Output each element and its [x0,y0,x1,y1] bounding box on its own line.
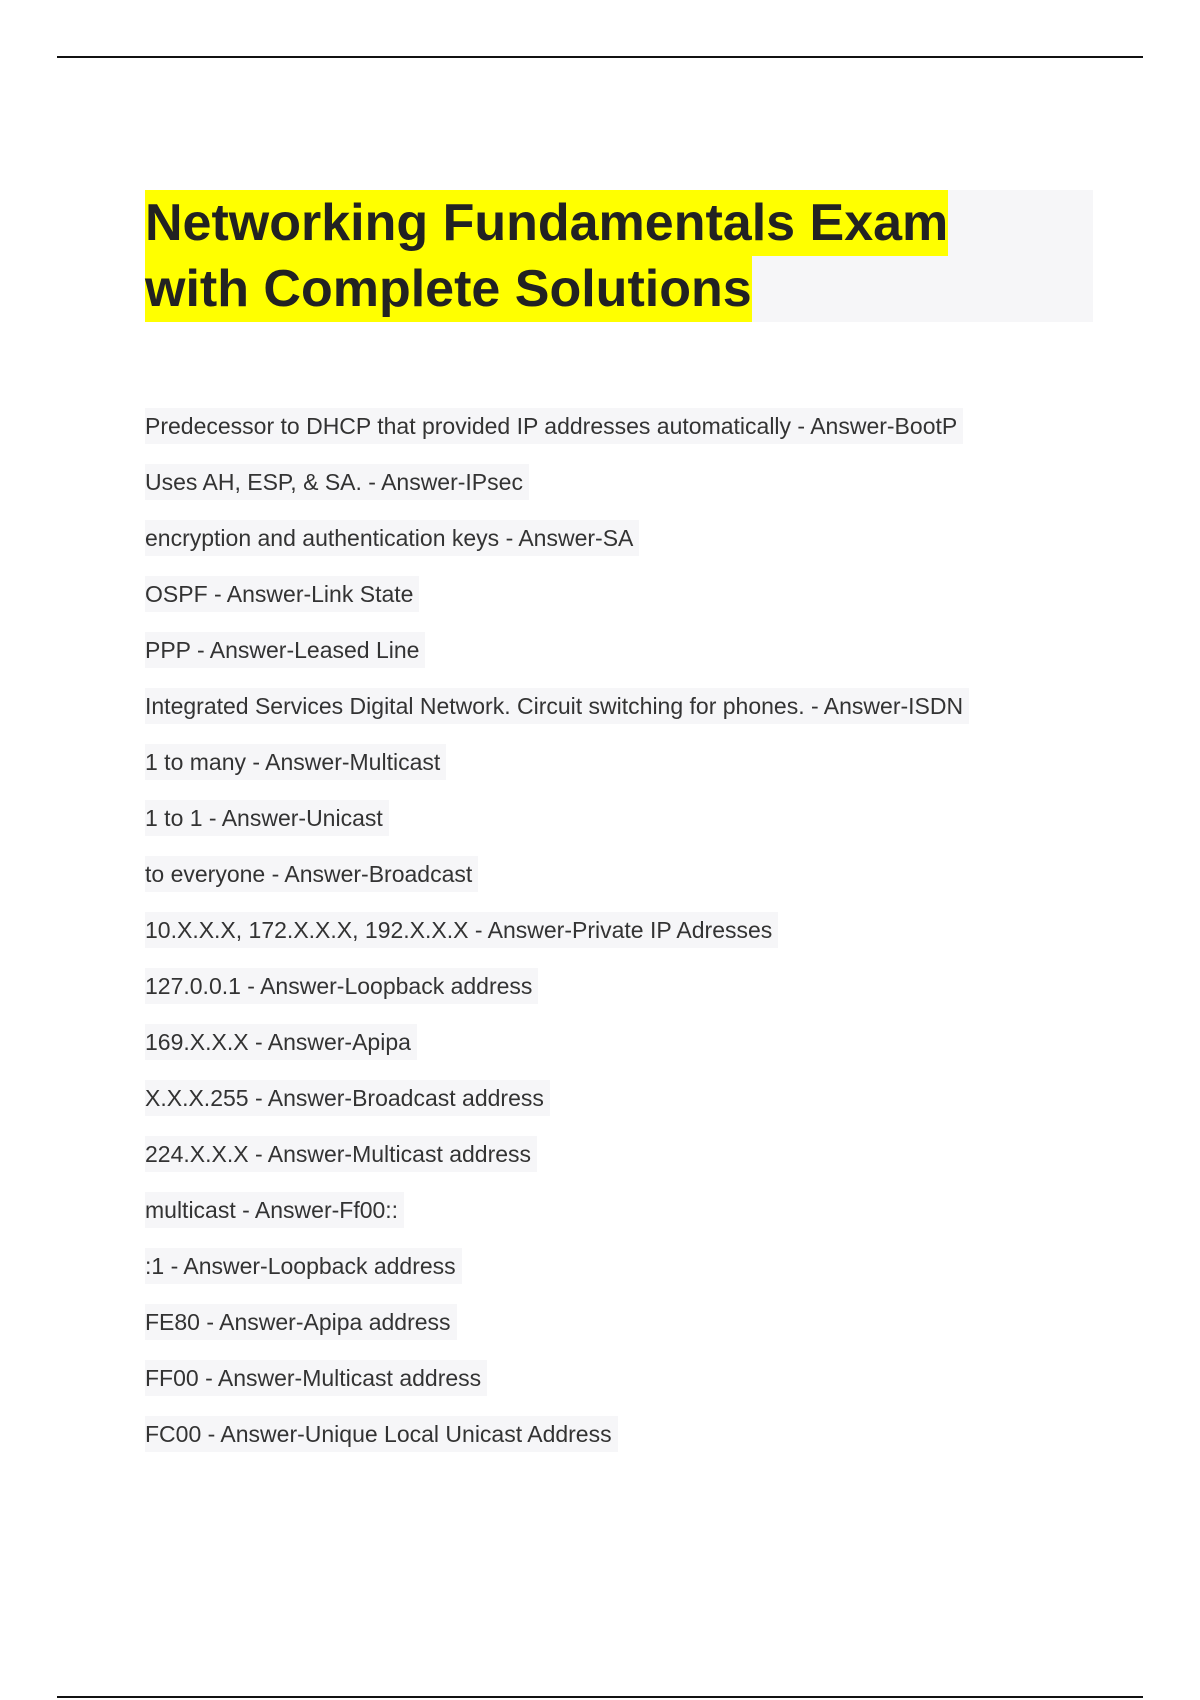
page-title-line-2: with Complete Solutions [145,256,752,322]
qa-text: 1 to 1 - Answer-Unicast [145,800,389,836]
qa-text: Predecessor to DHCP that provided IP addresses automatically - Answer-BootP [145,408,963,444]
qa-text: OSPF - Answer-Link State [145,576,419,612]
qa-text: multicast - Answer-Ff00:: [145,1192,404,1228]
bottom-rule [57,1696,1143,1698]
qa-text: 1 to many - Answer-Multicast [145,744,446,780]
qa-text: Uses AH, ESP, & SA. - Answer-IPsec [145,464,529,500]
qa-text: 10.X.X.X, 172.X.X.X, 192.X.X.X - Answer-Private IP Adresses [145,912,778,948]
qa-text: to everyone - Answer-Broadcast [145,856,478,892]
qa-text: 127.0.0.1 - Answer-Loopback address [145,968,538,1004]
qa-text: FE80 - Answer-Apipa address [145,1304,457,1340]
qa-text: encryption and authentication keys - Answer-SA [145,520,639,556]
qa-text: FF00 - Answer-Multicast address [145,1360,487,1396]
qa-text: :1 - Answer-Loopback address [145,1248,462,1284]
qa-text: X.X.X.255 - Answer-Broadcast address [145,1080,550,1116]
qa-text: PPP - Answer-Leased Line [145,632,425,668]
title-block [145,190,1093,322]
qa-text: 224.X.X.X - Answer-Multicast address [145,1136,537,1172]
page-title-line-1: Networking Fundamentals Exam [145,190,948,256]
top-rule [57,56,1143,58]
qa-text: Integrated Services Digital Network. Circuit switching for phones. - Answer-ISDN [145,688,969,724]
qa-text: 169.X.X.X - Answer-Apipa [145,1024,417,1060]
qa-text: FC00 - Answer-Unique Local Unicast Address [145,1416,618,1452]
